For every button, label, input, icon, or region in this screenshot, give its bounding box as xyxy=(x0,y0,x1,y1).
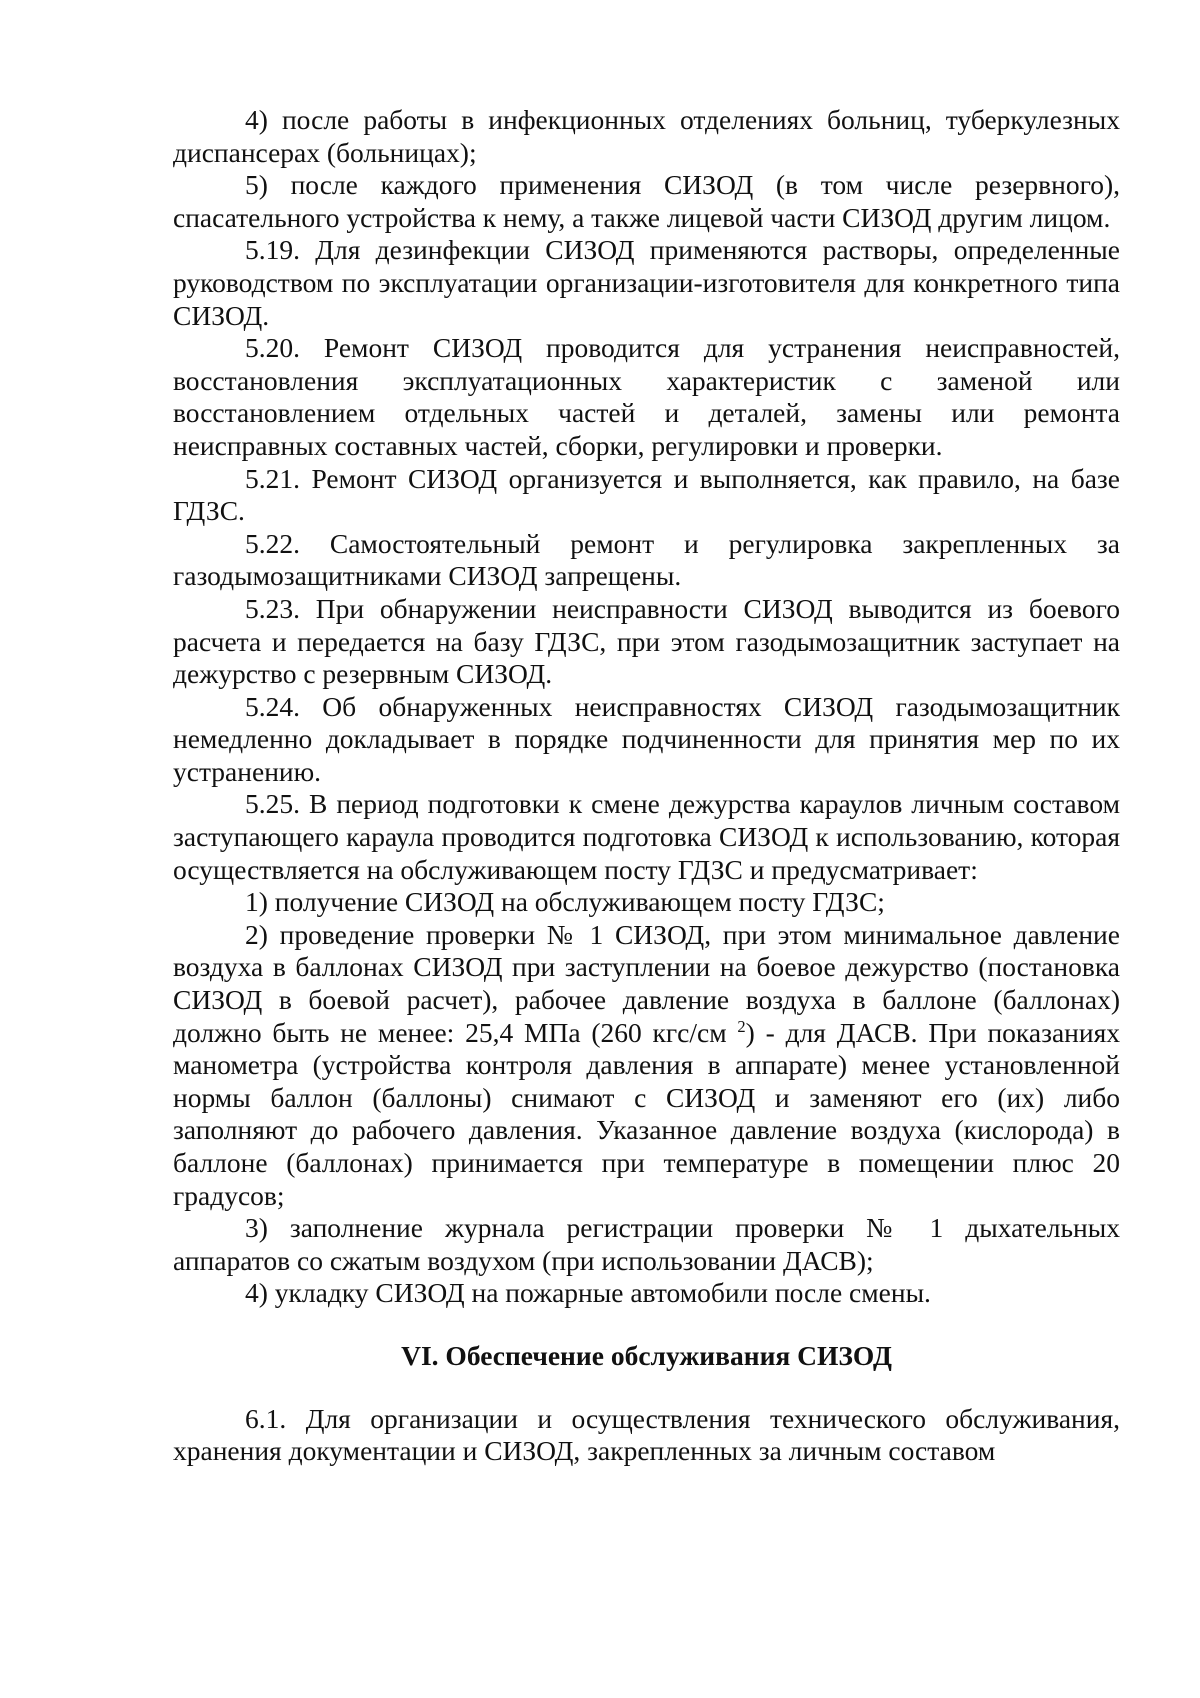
document-page xyxy=(173,104,1120,1468)
paragraph-sub-2 xyxy=(173,919,1120,1212)
superscript-2: 2 xyxy=(737,1016,746,1036)
paragraph-5-21: 5.21. Ремонт СИЗОД организуется и выполняется, как правило, на базе ГДЗС. xyxy=(173,462,1120,527)
paragraph-sub-3: 3) заполнение журнала регистрации проверки № 1 дыхательных аппаратов со сжатым воздухом (при использовании ДАСВ); xyxy=(173,1212,1120,1276)
paragraph-5-20: 5.20. Ремонт СИЗОД проводится для устранения неисправностей, восстановления эксплуатационных характеристик с заменой или восстановлением отдельных частей и деталей, замены или ремонта неисправных составных частей, сборки, регулировки и проверки. xyxy=(173,332,1120,461)
paragraph-5-24: 5.24. Об обнаруженных неисправностях СИЗОД газодымозащитник немедленно докладывает в порядке подчиненности для принятия мер по их устранению. xyxy=(173,690,1120,787)
section-heading: VI. Обеспечение обслуживания СИЗОД xyxy=(401,1339,892,1371)
paragraph-sub-1: 1) получение СИЗОД на обслуживающем посту ГДЗС; xyxy=(245,886,885,918)
paragraph-sub-4: 4) укладку СИЗОД на пожарные автомобили после смены. xyxy=(245,1277,931,1309)
paragraph-sub-2-text-b: ) - для ДАСВ. При показаниях манометра (устройства контроля давления в аппарате) менее установленной нормы баллон (баллоны) снимают с СИЗОД и заменяют его (их) либо заполняют до рабочего давления. Указанное давление воздуха (кислорода) в баллоне (баллонах) принимается при температуре в помещении плюс 20 градусов; xyxy=(173,1016,1120,1211)
paragraph-5-19: 5.19. Для дезинфекции СИЗОД применяются растворы, определенные руководством по эксплуатации организации-изготовителя для конкретного типа СИЗОД. xyxy=(173,234,1120,331)
paragraph-6-1: 6.1. Для организации и осуществления технического обслуживания, хранения документации и СИЗОД, закрепленных за личным составом xyxy=(173,1402,1120,1467)
paragraph-item-4: 4) после работы в инфекционных отделениях больниц, туберкулезных диспансерах (больницах); xyxy=(173,104,1120,168)
paragraph-5-25: 5.25. В период подготовки к смене дежурства караулов личным составом заступающего караула проводится подготовка СИЗОД к использованию, которая осуществляется на обслуживающем посту ГДЗС и предусматривает: xyxy=(173,788,1120,885)
paragraph-5-23: 5.23. При обнаружении неисправности СИЗОД выводится из боевого расчета и передается на базу ГДЗС, при этом газодымозащитник заступает на дежурство с резервным СИЗОД. xyxy=(173,592,1120,690)
paragraph-sub-2-text-a: 2) проведение проверки № 1 СИЗОД, при этом минимальное давление воздуха в баллонах СИЗОД при заступлении на боевое дежурство (постановка СИЗОД в боевой расчет), рабочее давление воздуха в баллоне (баллонах) должно быть не менее: 25,4 МПа (260 кгс/см xyxy=(173,918,1120,1048)
paragraph-item-5: 5) после каждого применения СИЗОД (в том числе резервного), спасательного устройства к нему, а также лицевой части СИЗОД другим лицом. xyxy=(173,169,1120,233)
paragraph-5-22: 5.22. Самостоятельный ремонт и регулировка закрепленных за газодымозащитниками СИЗОД запрещены. xyxy=(173,527,1120,592)
